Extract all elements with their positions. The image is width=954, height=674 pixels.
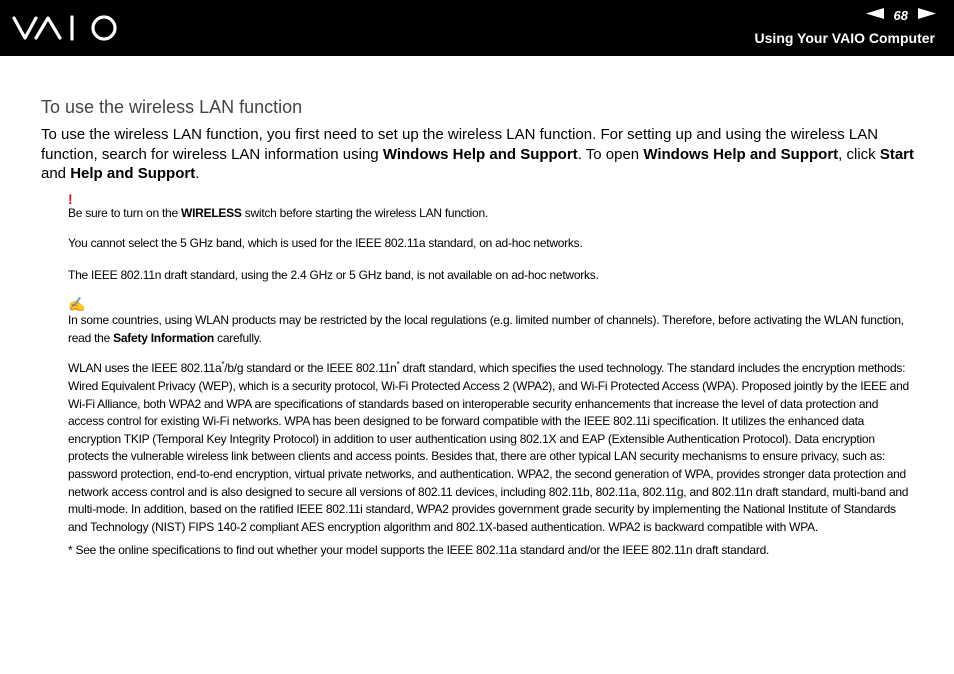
warning-note-wireless-switch [68,205,916,223]
note-text: In some countries, using WLAN products may be restricted by the local regulations (e.g. limited number of channels). Therefore, before activating the WLAN function, read the [68,313,904,345]
page-title: To use the wireless LAN function [41,97,303,117]
page-number: 68 [893,7,908,23]
warning-exclamation-icon: ! [68,190,73,207]
section-title: Using Your VAIO Computer [754,30,935,46]
footnote-marker: * [396,360,400,370]
note-wlan-restrictions [68,312,916,347]
intro-text: . [195,165,200,182]
note-wlan-standards [68,360,916,536]
intro-bold-windows-help: Windows Help and Support [382,145,578,163]
main-content [41,95,916,560]
note-text: Be sure to turn on the [68,205,181,220]
intro-text: and [41,165,71,182]
footnote-marker: * [221,360,225,370]
next-page-arrow-icon[interactable] [918,6,936,24]
note-text: draft standard, which specifies the used technology. The standard includes the encryption methods: Wired Equivalent Privacy (WEP), which is a security protocol, Wi-Fi Protected Access 2 (WPA2), and Wi-Fi Protected Access (WPA). Proposed jointly by the IEEE and Wi-Fi Alliance, both WPA2 and WPA are specifications of standards based on interoperable security enhancements that increase the level of data protection and access control for existing Wi-Fi networks. WPA has been designed to be forward compatible with the IEEE 802.11i specification. It utilizes the enhanced data encryption TKIP (Temporal Key Integrity Protocol) in addition to user authentication using 802.1X and EAP (Extensible Authentication Protocol). Data encryption protects the vulnerable wireless link between clients and access points. Besides that, there are other typical LAN security mechanisms to ensure privacy, such as: password protection, end-to-end encryption, virtual private networks, and authentication. WPA2, the second generation of WPA, provides stronger data protection and network access control and is also designed to secure all versions of 802.11 devices, including 802.11b, 802.11a, 802.11g, and 802.11n draft standard, multi-band and multi-mode. In addition, based on the ratified IEEE 802.11i standard, WPA2 provides government grade security by implementing the National Institute of Standards and Technology (NIST) FIPS 140-2 compliant AES encryption algorithm and 802.1X-based authentication. WPA2 is backward compatible with WPA. [68,361,909,534]
intro-bold-help-support: Help and Support [70,165,196,182]
footnote: * See the online specifications to find out whether your model supports the IEEE 802.11a standard and/or the IEEE 802.11n draft standard. [68,543,770,558]
previous-page-arrow-icon[interactable] [866,6,884,24]
intro-text: . To open [577,145,644,163]
note-text: WLAN uses the IEEE 802.11a [68,361,222,376]
page-navigation [866,6,936,24]
intro-text: , click [838,145,880,163]
note-text: /b/g standard or the IEEE 802.11n [224,361,397,376]
warning-note-80211n: The IEEE 802.11n draft standard, using the 2.4 GHz or 5 GHz band, is not available on ad-hoc networks. [68,267,599,282]
note-text: switch before starting the wireless LAN function. [241,205,488,220]
intro-bold-windows-help: Windows Help and Support [643,145,839,163]
pencil-note-icon: ✍ [68,296,86,313]
intro-bold-start: Start [879,145,915,163]
intro-paragraph [41,125,916,184]
intro-text: To use the wireless LAN function, you first need to set up the wireless LAN function. For setting up and using the wireless LAN function, search for wireless LAN information using [41,126,879,163]
note-text: carefully. [213,330,262,345]
notes-section [68,190,916,561]
vaio-logo [12,14,120,42]
header-bar [0,0,954,56]
warning-note-5ghz: You cannot select the 5 GHz band, which is used for the IEEE 802.11a standard, on ad-hoc networks. [68,236,583,251]
note-bold-safety-information: Safety Information [113,330,214,345]
note-bold-wireless: WIRELESS [181,205,242,220]
